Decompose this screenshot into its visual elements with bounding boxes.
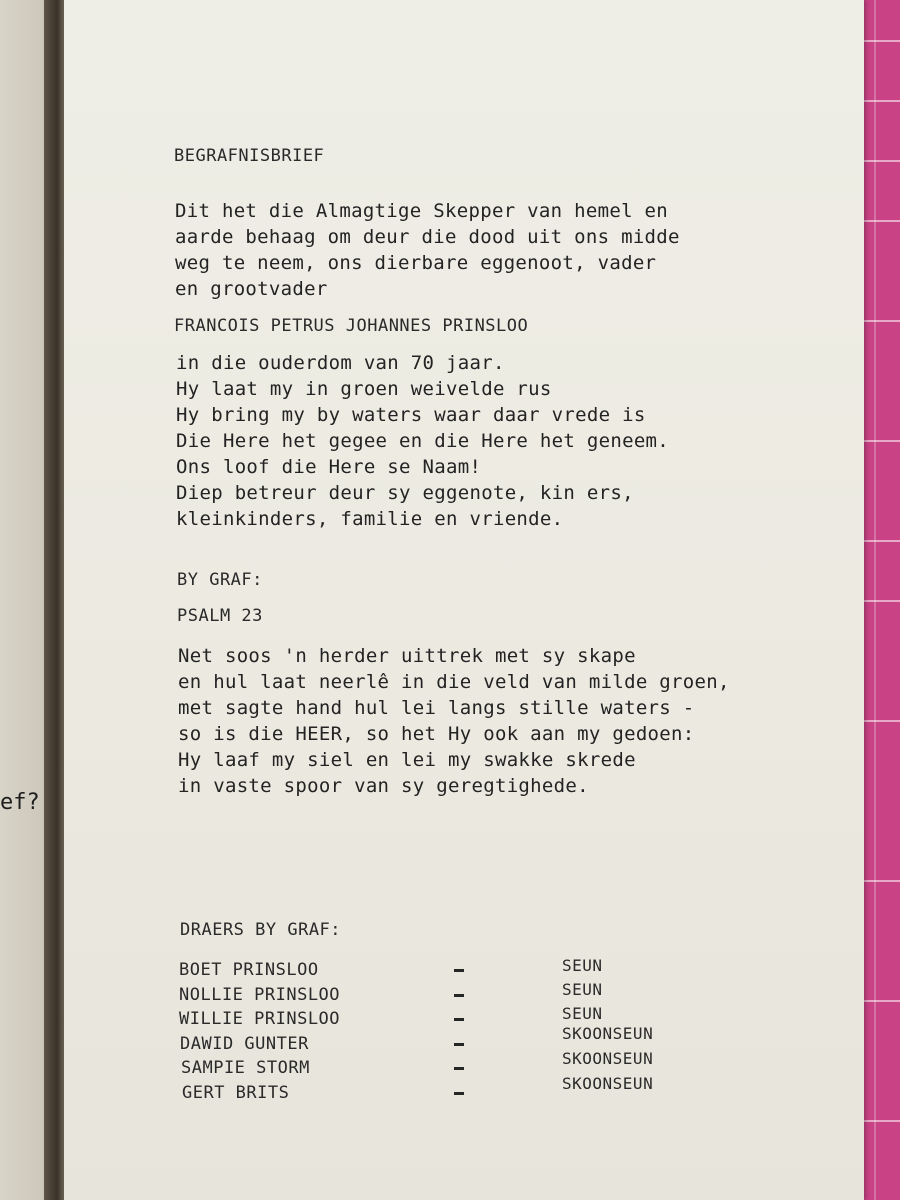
psalm-line-4: so is die HEER, so het Hy ook aan my gedoen:	[178, 723, 695, 745]
intro-line-4: en grootvader	[175, 278, 328, 300]
verse-line-6: Diep betreur deur sy eggenote, kin ers,	[176, 482, 634, 504]
grave-heading: BY GRAF:	[177, 570, 263, 590]
deceased-name: FRANCOIS PETRUS JOHANNES PRINSLOO	[174, 316, 529, 336]
psalm-heading: PSALM 23	[177, 606, 263, 626]
psalm-line-3: met sagte hand hul lei langs stille waters -	[178, 697, 695, 719]
psalm-line-5: Hy laaf my siel en lei my swakke skrede	[178, 749, 636, 771]
bearer-dash	[454, 969, 464, 972]
intro-line-1: Dit het die Almagtige Skepper van hemel en	[175, 200, 669, 222]
funeral-letter-page	[64, 0, 864, 1200]
bearer-relation: SKOONSEUN	[562, 1049, 654, 1068]
verse-line-4: Die Here het gegee en die Here het geneem.	[176, 430, 670, 452]
bearer-name: GERT BRITS	[182, 1083, 290, 1103]
bearer-dash	[454, 994, 464, 997]
bearers-heading: DRAERS BY GRAF:	[180, 920, 342, 940]
bearer-relation: SEUN	[562, 1004, 603, 1023]
bearer-relation: SKOONSEUN	[562, 1074, 654, 1093]
bearer-relation: SEUN	[562, 980, 603, 999]
bearer-name: NOLLIE PRINSLOO	[179, 985, 341, 1005]
intro-line-2: aarde behaag om deur die dood uit ons midde	[175, 226, 680, 248]
bearer-name: BOET PRINSLOO	[179, 960, 319, 980]
bearer-relation: SEUN	[562, 956, 603, 975]
verse-line-2: Hy laat my in groen weivelde rus	[176, 378, 552, 400]
bearer-name: SAMPIE STORM	[181, 1058, 310, 1078]
verse-line-1: in die ouderdom van 70 jaar.	[176, 352, 505, 374]
psalm-line-1: Net soos 'n herder uittrek met sy skape	[178, 645, 636, 667]
bearer-dash	[454, 1092, 464, 1095]
bearer-name: WILLIE PRINSLOO	[179, 1009, 341, 1029]
verse-line-5: Ons loof die Here se Naam!	[176, 456, 482, 478]
bearer-relation: SKOONSEUN	[562, 1024, 654, 1043]
intro-line-3: weg te neem, ons dierbare eggenoot, vader	[175, 252, 657, 274]
psalm-line-6: in vaste spoor van sy geregtighede.	[178, 775, 589, 797]
document-title: BEGRAFNISBRIEF	[174, 146, 325, 166]
verse-line-7: kleinkinders, familie en vriende.	[176, 508, 564, 530]
psalm-line-2: en hul laat neerlê in die veld van milde groen,	[178, 671, 730, 693]
bearer-dash	[454, 1067, 464, 1070]
bearer-dash	[454, 1043, 464, 1046]
previous-page-fragment: ef?	[0, 790, 40, 815]
bearer-dash	[454, 1018, 464, 1021]
bearer-name: DAWID GUNTER	[180, 1034, 309, 1054]
verse-line-3: Hy bring my by waters waar daar vrede is	[176, 404, 646, 426]
